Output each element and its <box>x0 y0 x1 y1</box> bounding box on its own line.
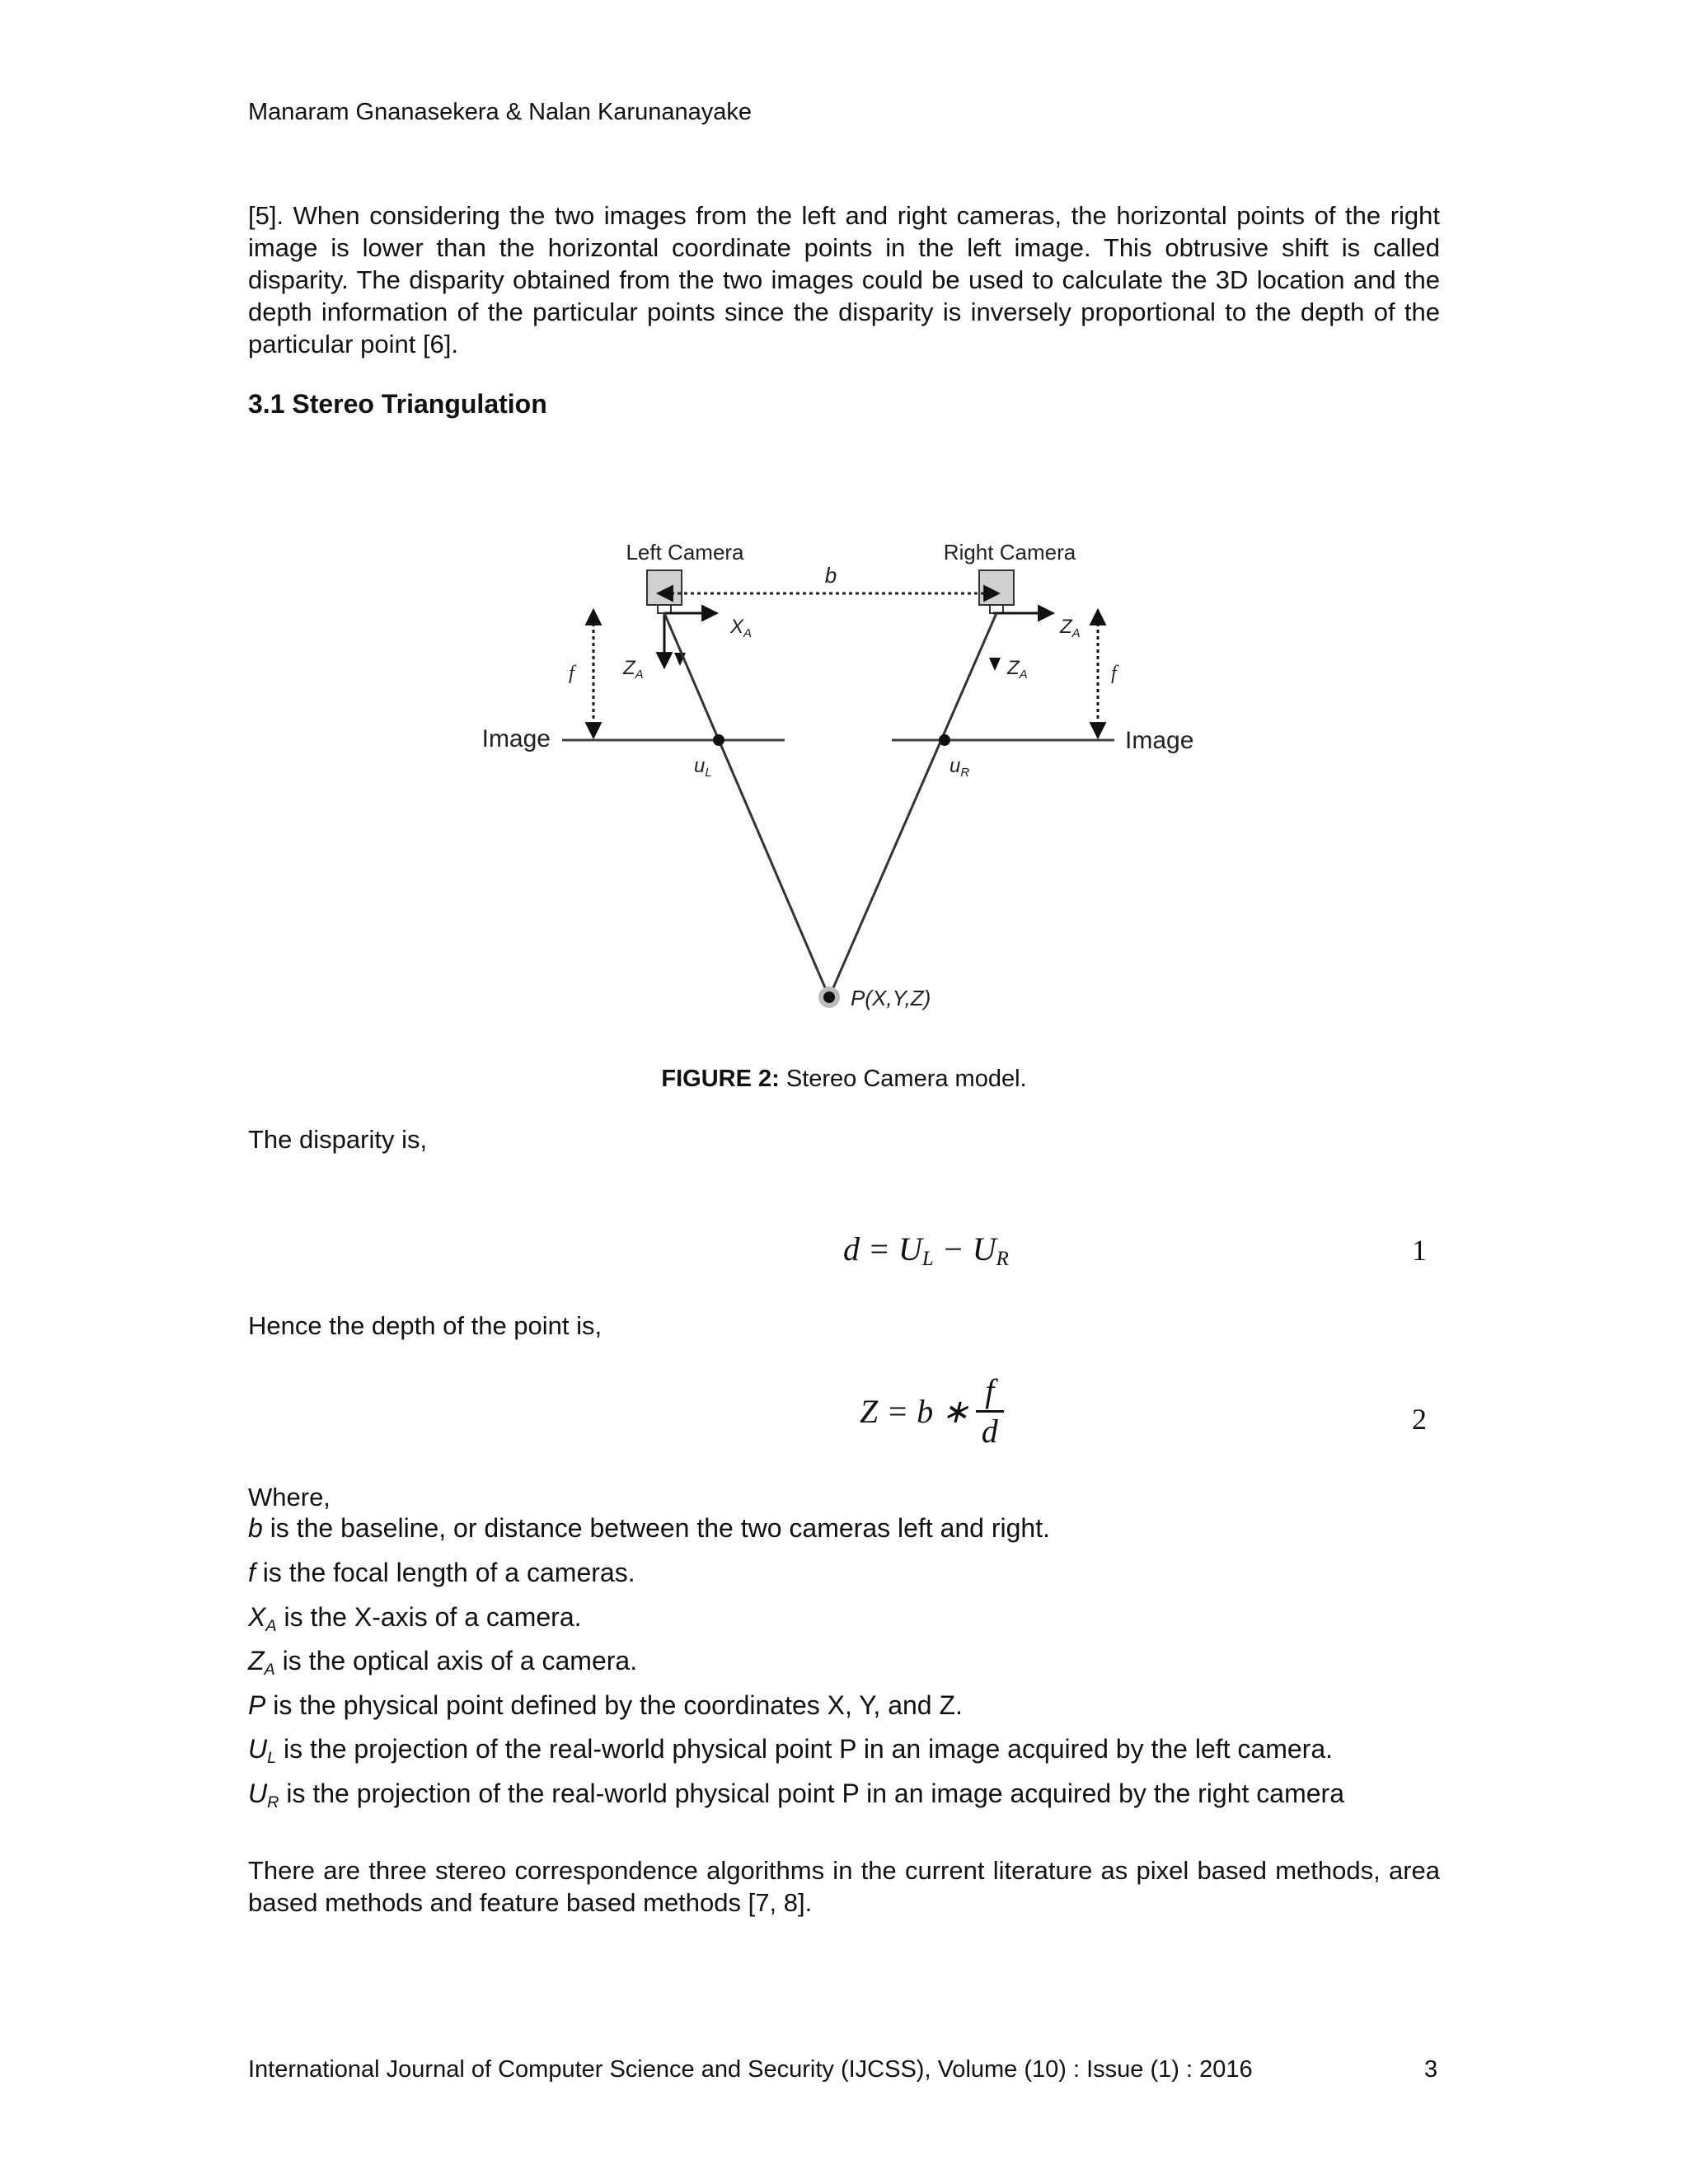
eq2-numerator: f <box>985 1372 995 1409</box>
definition-b: b is the baseline, or distance between the two cameras left and right. <box>248 1513 1050 1543</box>
where-label: Where, <box>248 1483 331 1511</box>
definition-za: $Z_A$ is the optical axis of a camera. <box>248 1646 638 1679</box>
right-camera-box <box>979 570 1014 605</box>
caption-text: Stereo Camera model. <box>779 1066 1027 1092</box>
left-focal-label: f <box>569 663 574 684</box>
right-image-label: Image <box>1125 727 1194 754</box>
definition-ur: $U_R$ is the projection of the real-world physical point P in an image acquired by the right camera <box>248 1779 1344 1811</box>
eq1-u2-sub: R <box>996 1248 1009 1270</box>
definition-ul: $U_L$ is the projection of the real-world physical point P in an image acquired by the left camera. <box>248 1734 1334 1767</box>
eq2-denominator: d <box>981 1413 998 1450</box>
definition-xa: $X_A$ is the X-axis of a camera. <box>248 1602 582 1635</box>
figure-caption <box>0 1066 1688 1093</box>
left-x-axis-label: $X_A$ <box>730 616 753 640</box>
ur-point <box>939 734 950 746</box>
section-heading: 3.1 Stereo Triangulation <box>248 389 547 419</box>
left-z-axis-label: $Z_A$ <box>623 657 644 682</box>
closing-paragraph: There are three stereo correspondence algorithms in the current literature as pixel based methods, area based methods and feature based methods [7, 8]. <box>248 1856 1440 1917</box>
left-ray <box>664 613 829 997</box>
ur-label: $u_R$ <box>950 755 970 780</box>
caption-label: FIGURE 2: <box>661 1066 780 1092</box>
right-focal-label: f <box>1111 663 1117 684</box>
eq1-lhs: d <box>843 1230 860 1268</box>
equation-2 <box>860 1372 1004 1451</box>
stereo-camera-figure <box>462 527 1220 1022</box>
point-p-label: P(X,Y,Z) <box>851 986 931 1010</box>
ul-point <box>713 734 724 746</box>
eq1-u2: U <box>972 1230 996 1268</box>
ul-label: $u_L$ <box>694 755 712 780</box>
eq2-lhs: Z = b ∗ <box>860 1393 969 1430</box>
right-ray <box>829 613 996 997</box>
eq1-equals: = <box>860 1230 898 1268</box>
page-number: 3 <box>1424 2056 1438 2083</box>
intro-paragraph: [5]. When considering the two images from the left and right cameras, the horizontal points of the right image is lower than the horizontal coordinate points in the left image. This obtrusive shift is called disparity. The disparity obtained from the two images could be used to calculate the 3D location and the depth information of the particular points since the disparity is inversely proportional to the depth of the particular point [6]. <box>248 201 1440 359</box>
equation-1-number: 1 <box>1412 1234 1427 1267</box>
eq1-minus: − <box>933 1230 973 1268</box>
definition-p: P is the physical point defined by the coordinates X, Y, and Z. <box>248 1690 963 1720</box>
definition-f: f is the focal length of a cameras. <box>248 1558 635 1587</box>
running-header: Manaram Gnanasekera & Nalan Karunanayake <box>248 99 752 125</box>
point-p <box>823 991 835 1003</box>
left-image-label: Image <box>481 725 551 752</box>
depth-intro: Hence the depth of the point is, <box>248 1311 603 1340</box>
eq1-u1: U <box>898 1230 922 1268</box>
right-side-axis-label: $Z_A$ <box>1060 616 1081 640</box>
eq1-u1-sub: L <box>921 1248 934 1270</box>
left-camera-label: Left Camera <box>626 540 744 565</box>
right-camera-label: Right Camera <box>943 540 1076 565</box>
right-z-axis-label: $Z_A$ <box>1007 657 1028 682</box>
baseline-label: b <box>824 563 837 588</box>
left-camera-box <box>647 570 682 605</box>
right-z-marker <box>989 658 1001 671</box>
eq2-fraction <box>976 1372 1004 1451</box>
journal-footer: International Journal of Computer Science and Security (IJCSS), Volume (10) : Issue (1) : 2016 <box>248 2056 1253 2083</box>
equation-1 <box>843 1230 1009 1271</box>
equation-2-number: 2 <box>1412 1403 1427 1436</box>
disparity-intro: The disparity is, <box>248 1125 428 1154</box>
